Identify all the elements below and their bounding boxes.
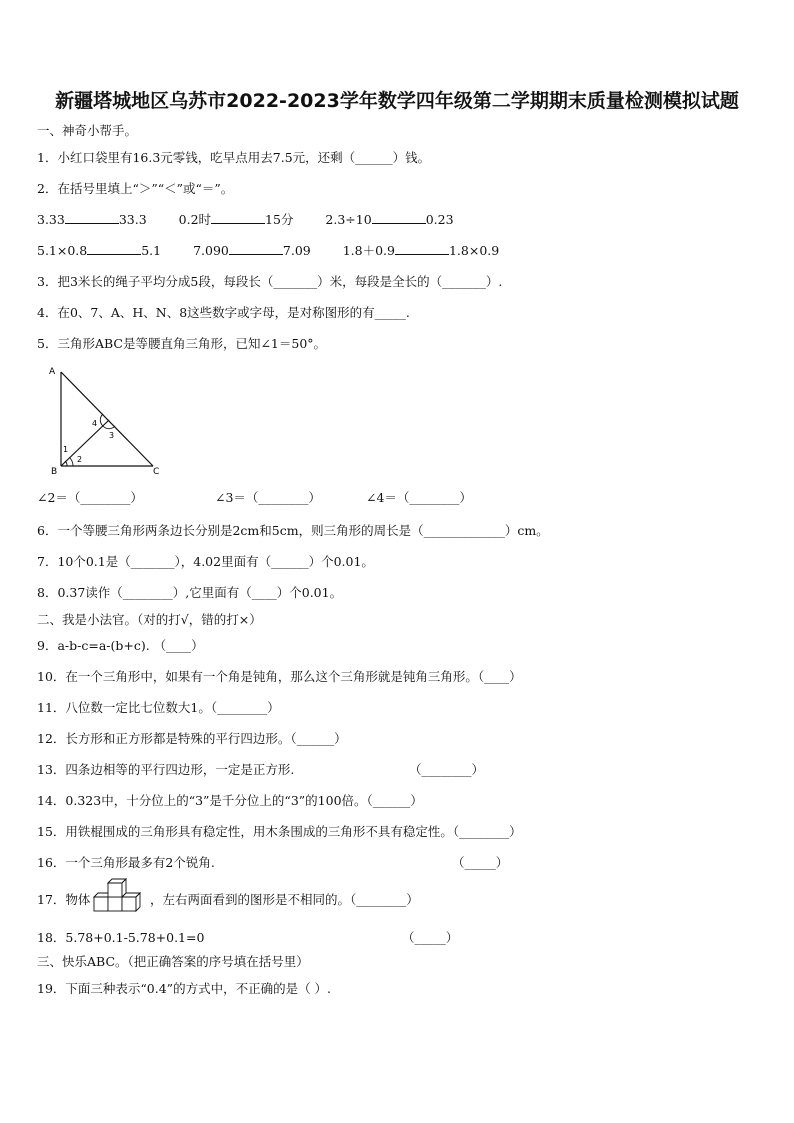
compare-right: 33.3: [118, 212, 147, 227]
answer-blank[interactable]: [87, 242, 141, 255]
question-18: 18．5.78+0.1-5.78+0.1=0: [37, 930, 205, 945]
section-heading-2: 二、我是小法官。（对的打√，错的打×）: [37, 612, 262, 627]
question-11: 11．八位数一定比七位数大1。（________）: [37, 700, 280, 715]
question-2-row-2: [37, 241, 499, 259]
question-4: 4．在0、7、A、H、N、8这些数字或字母，是对称图形的有_____.: [37, 305, 410, 320]
question-15: 15．用铁棍围成的三角形具有稳定性，用木条围成的三角形不具有稳定性。（________）: [37, 824, 522, 839]
question-19: 19．下面三种表示“0.4”的方式中，不正确的是（ ）.: [37, 981, 332, 996]
compare-left: 1.8＋0.9: [342, 243, 395, 258]
compare-right: 7.09: [282, 243, 311, 258]
compare-left: 0.2时: [178, 212, 212, 227]
question-10: 10．在一个三角形中，如果有一个角是钝角，那么这个三角形就是钝角三角形。（____）: [37, 669, 522, 684]
vertex-c-label: C: [153, 467, 160, 477]
answer-blank[interactable]: [395, 242, 449, 255]
vertex-a-label: A: [49, 367, 56, 377]
question-13: 13．四条边相等的平行四边形，一定是正方形.: [37, 762, 295, 777]
question-5: 5．三角形ABC是等腰直角三角形，已知∠1＝50°。: [37, 336, 327, 351]
angle-3-answer: ∠3＝（________）: [215, 490, 321, 505]
angle-4-label: 4: [92, 419, 98, 428]
question-16-blank: （_____）: [452, 855, 509, 870]
answer-blank[interactable]: [229, 242, 283, 255]
compare-left: 3.33: [37, 212, 65, 227]
answer-blank[interactable]: [372, 211, 426, 224]
compare-left: 2.3÷10: [325, 212, 372, 227]
page-title: 新疆塔城地区乌苏市2022-2023学年数学四年级第二学期期末质量检测模拟试题: [55, 90, 739, 112]
compare-left: 7.090: [193, 243, 229, 258]
angle-2-answer: ∠2＝（________）: [37, 490, 143, 505]
question-8: 8．0.37读作（________）,它里面有（____）个0.01。: [37, 585, 343, 600]
question-16: 16．一个三角形最多有2个锐角.: [37, 855, 215, 870]
section-heading-1: 一、神奇小帮手。: [37, 123, 138, 138]
question-17-prefix: 17．物体: [37, 892, 91, 907]
angle-4-answer: ∠4＝（________）: [366, 490, 472, 505]
question-7: 7．10个0.1是（_______），4.02里面有（______）个0.01。: [37, 554, 374, 569]
question-3: 3．把3米长的绳子平均分成5段，每段长（_______）米，每段是全长的（_______）.: [37, 274, 503, 289]
question-2-row-1: [37, 210, 454, 228]
question-6: 6．一个等腰三角形两条边长分别是2cm和5cm，则三角形的周长是（_____________）cm。: [37, 523, 549, 538]
question-17-suffix: ，左右两面看到的图形是不相同的。（________）: [150, 892, 419, 907]
answer-blank[interactable]: [211, 211, 265, 224]
compare-left: 5.1×0.8: [37, 243, 88, 258]
compare-right: 5.1: [141, 243, 162, 258]
question-1: 1．小红口袋里有16.3元零钱，吃早点用去7.5元，还剩（______）钱。: [37, 150, 431, 165]
compare-right: 15分: [265, 212, 294, 227]
question-12: 12．长方形和正方形都是特殊的平行四边形。（______）: [37, 731, 347, 746]
question-2: 2．在括号里填上“＞”“＜”或“＝”。: [37, 181, 234, 196]
compare-right: 1.8×0.9: [448, 243, 500, 258]
angle-1-label: 1: [63, 445, 69, 454]
cube-object-icon: [92, 878, 148, 914]
section-heading-3: 三、快乐ABC。（把正确答案的序号填在括号里）: [37, 954, 309, 969]
vertex-b-label: B: [51, 467, 58, 477]
triangle-abc-figure: [37, 362, 167, 477]
compare-right: 0.23: [425, 212, 454, 227]
angle-3-label: 3: [109, 431, 115, 440]
question-14: 14．0.323中，十分位上的“3”是千分位上的“3”的100倍。（______）: [37, 793, 423, 808]
question-18-blank: （_____）: [402, 930, 459, 945]
answer-blank[interactable]: [65, 211, 119, 224]
question-13-blank: （________）: [409, 762, 485, 777]
angle-2-label: 2: [77, 455, 83, 464]
question-9: 9．a-b-c=a-(b+c). （____）: [37, 638, 204, 653]
